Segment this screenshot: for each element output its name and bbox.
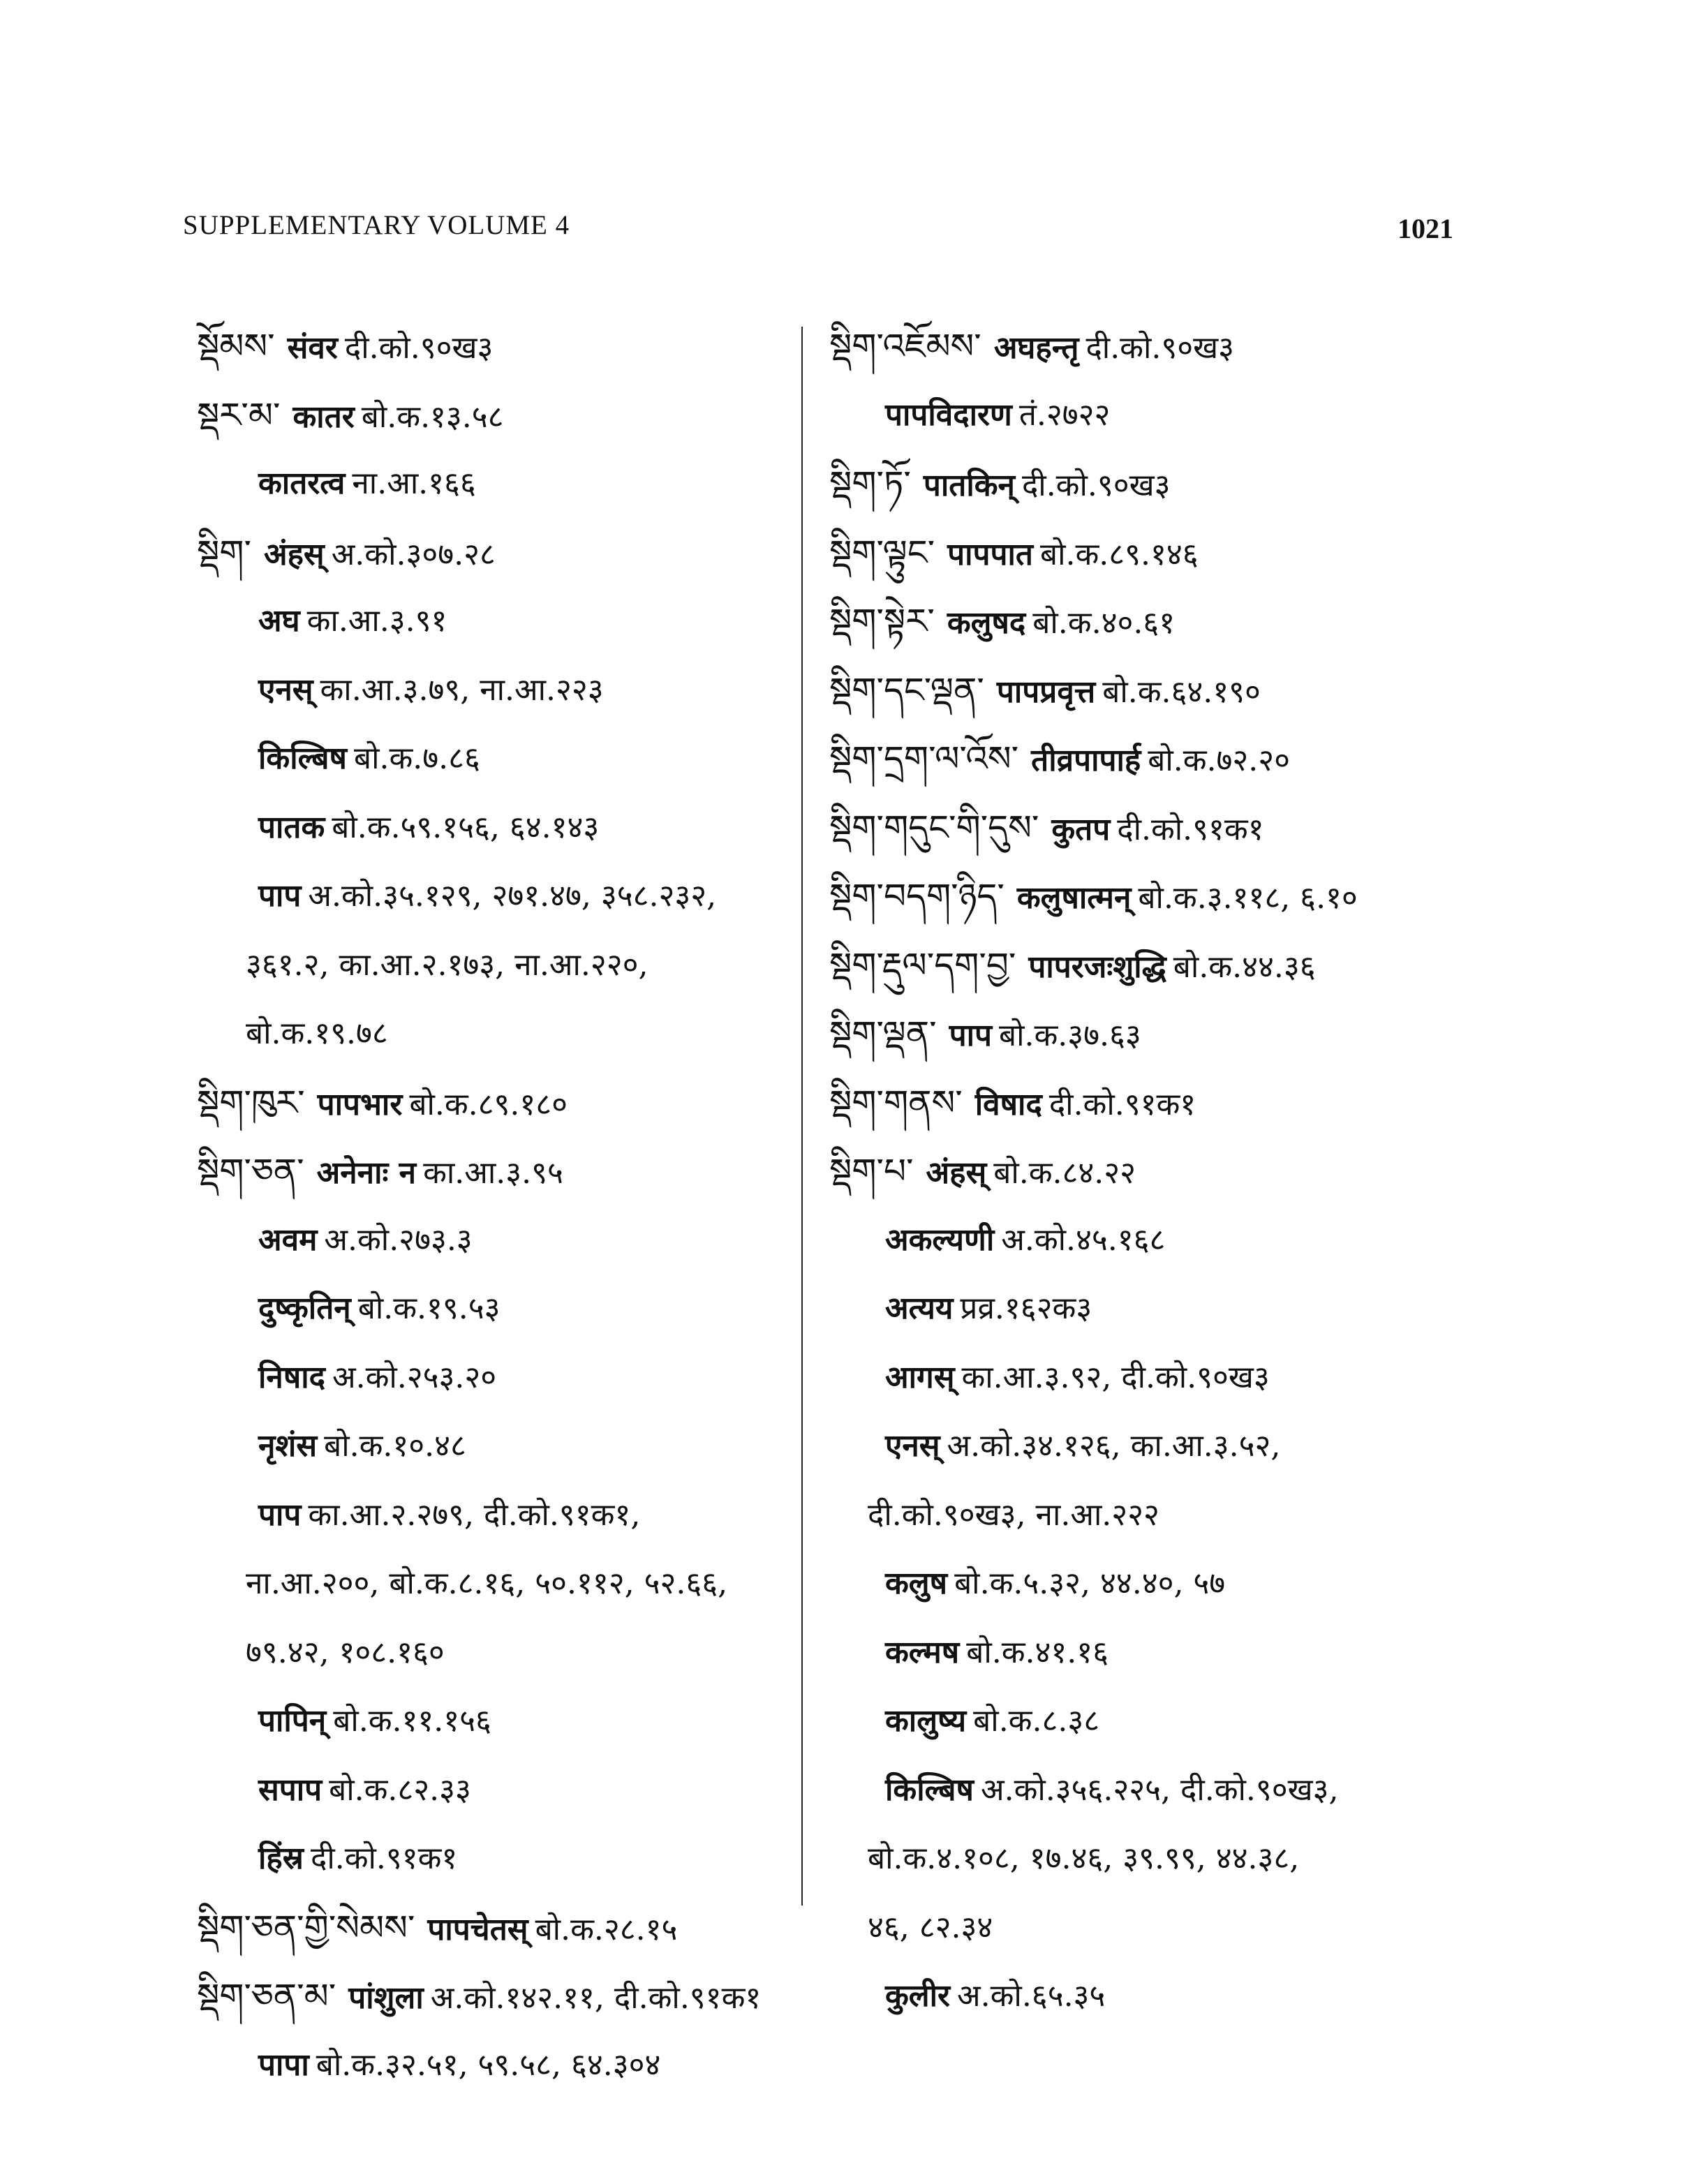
entry-equivalent-line	[183, 1756, 804, 1825]
sanskrit-term: संवर	[287, 330, 338, 366]
tibetan-headword: སྡིག་ཅན་གྱི་སེམས་	[197, 1907, 415, 1948]
sanskrit-term: पातकिन्	[923, 468, 1015, 503]
sanskrit-term: एनस्	[258, 671, 313, 708]
source-reference: दी.को.९०ख३	[1021, 468, 1171, 503]
source-reference: बो.क.५९.१५६, ६४.१४३	[332, 809, 600, 845]
entry-headword-line	[829, 862, 1458, 931]
tibetan-headword: སྡིག་དྲག་ལ་འོས་	[829, 738, 1019, 779]
entry-continuation-line	[183, 1619, 804, 1688]
source-reference: बो.क.८९.१८०	[409, 1086, 568, 1122]
entry-continuation-line	[829, 1825, 1458, 1894]
entry-equivalent-line	[829, 1206, 1458, 1275]
entry-equivalent-line	[183, 450, 804, 519]
tibetan-headword: སྡིག་ལྡན་	[829, 1013, 937, 1054]
source-reference: बो.क.३२.५१, ५९.५८, ६४.३०४	[316, 2046, 661, 2083]
source-reference: अ.को.२७३.३	[324, 1221, 473, 1258]
source-reference: बो.क.५.३२, ४४.४०, ५७	[954, 1566, 1226, 1601]
sanskrit-term: एनस्	[885, 1428, 940, 1464]
tibetan-headword: སྡིག་གནས་	[829, 1082, 963, 1123]
sanskrit-term: कलुषद	[947, 605, 1026, 641]
entry-equivalent-line	[183, 1206, 804, 1275]
source-reference: बो.क.३.११८, ६.१०	[1138, 880, 1358, 916]
sanskrit-term: हिंस्र	[258, 1841, 304, 1876]
sanskrit-term: सपाप	[258, 1771, 323, 1808]
entry-equivalent-line	[183, 1825, 804, 1894]
source-reference: बो.क.८२.३३	[329, 1771, 471, 1808]
page-header	[183, 209, 1453, 251]
tibetan-headword: སྡིག་སྟེར་	[829, 601, 935, 641]
source-reference: दी.को.९०ख३, ना.आ.२२२	[868, 1496, 1159, 1533]
entry-headword-line	[183, 1894, 804, 1963]
source-reference: का.आ.३.९२, दी.को.९०ख३	[961, 1359, 1270, 1395]
source-reference: बो.क.३७.६३	[999, 1018, 1141, 1053]
sanskrit-term: पापभार	[317, 1086, 403, 1122]
source-reference: अ.को.६५.३५	[957, 1978, 1106, 2014]
sanskrit-term: कलुष	[885, 1566, 948, 1601]
entry-headword-line	[183, 1069, 804, 1138]
entry-headword-line	[829, 931, 1458, 1000]
sanskrit-term: अवम	[258, 1221, 318, 1258]
sanskrit-term: कल्मष	[885, 1634, 960, 1670]
entry-equivalent-line	[183, 1412, 804, 1481]
source-reference: बो.क.१९.७८	[246, 1016, 388, 1051]
sanskrit-term: निषाद	[258, 1359, 326, 1395]
column-divider	[801, 327, 803, 1906]
entry-equivalent-line	[829, 1344, 1458, 1413]
sanskrit-term: पापविदारण	[885, 396, 1012, 433]
source-reference: बो.क.७.८६	[353, 741, 480, 776]
tibetan-headword: སྡིག་འཇོམས་	[829, 326, 981, 366]
sanskrit-term: अकल्यणी	[885, 1221, 995, 1258]
sanskrit-term: पापप्रवृत्त	[996, 674, 1096, 710]
source-reference: का.आ.२.२७९, दी.को.९१क१,	[308, 1496, 641, 1533]
source-reference: बो.क.८४.२२	[993, 1155, 1136, 1191]
source-reference: बो.क.७२.२०	[1148, 743, 1291, 778]
source-reference: अ.को.३५६.२२५, दी.को.९०ख३,	[980, 1771, 1339, 1808]
source-reference: बो.क.११.१५६	[333, 1703, 491, 1739]
sanskrit-term: किल्बिष	[258, 741, 347, 776]
entry-headword-line	[829, 794, 1458, 863]
source-reference: बो.क.४०.६१	[1032, 605, 1176, 641]
entry-headword-line	[183, 1137, 804, 1206]
tibetan-headword: སྡིག་རྡུལ་དག་བྱ་	[829, 944, 1016, 986]
tibetan-headword: སྡོམས་	[197, 326, 275, 366]
source-reference: अ.को.३५.१२९, २७१.४७, ३५८.२३२,	[308, 878, 717, 914]
source-reference: बो.क.१९.५३	[357, 1291, 501, 1326]
sanskrit-term: कातरत्व	[258, 466, 346, 501]
entry-equivalent-line	[183, 656, 804, 725]
entry-headword-line	[183, 519, 804, 588]
sanskrit-term: आगस्	[885, 1359, 955, 1395]
source-reference: दी.को.९१क१	[1048, 1086, 1196, 1122]
sanskrit-term: कातर	[292, 399, 355, 435]
sanskrit-term: पाप	[258, 1496, 302, 1533]
source-reference: ३६१.२, का.आ.२.१७३, ना.आ.२२०,	[246, 946, 648, 983]
tibetan-headword: སྡིག་	[197, 532, 251, 573]
entry-equivalent-line	[183, 725, 804, 794]
entry-headword-line	[183, 1962, 804, 2031]
source-reference: दी.को.९०ख३	[344, 330, 494, 366]
entry-equivalent-line	[183, 1481, 804, 1550]
sanskrit-term: कलुषात्मन्	[1016, 880, 1132, 916]
sanskrit-term: पाप	[949, 1018, 992, 1053]
sanskrit-term: पापपात	[947, 536, 1033, 572]
entry-equivalent-line	[183, 1687, 804, 1756]
source-reference: बो.क.४१.१६	[966, 1634, 1109, 1670]
source-reference: दी.को.९१क१	[1117, 811, 1264, 847]
entry-headword-line	[183, 381, 804, 450]
sanskrit-term: पापचेतस्	[427, 1911, 528, 1947]
tibetan-headword: སྡིག་གདུང་གི་དུས་	[829, 807, 1039, 848]
sanskrit-term: अंहस्	[926, 1155, 987, 1191]
entry-continuation-line	[829, 1894, 1458, 1963]
sanskrit-term: पापा	[258, 2046, 309, 2083]
source-reference: प्रव्र.१६२क३	[960, 1291, 1092, 1326]
page-number: 1021	[1398, 213, 1453, 244]
sanskrit-term: किल्बिष	[885, 1771, 974, 1808]
sanskrit-term: पापरजःशुद्धि	[1028, 949, 1166, 985]
source-reference: ना.आ.१६६	[352, 466, 476, 501]
sanskrit-term: अंहस्	[263, 536, 325, 572]
entry-equivalent-line	[183, 862, 804, 931]
entry-equivalent-line	[183, 1344, 804, 1413]
entry-headword-line	[829, 1137, 1458, 1206]
sanskrit-term: विषाद	[974, 1086, 1042, 1122]
entry-equivalent-line	[829, 1756, 1458, 1825]
entry-equivalent-line	[829, 1962, 1458, 2031]
sanskrit-term: नृशंस	[258, 1428, 318, 1464]
sanskrit-term: अघ	[258, 603, 300, 639]
entry-equivalent-line	[829, 1275, 1458, 1344]
entry-headword-line	[829, 656, 1458, 725]
source-reference: बो.क.२८.१५	[535, 1911, 678, 1947]
tibetan-headword: སྡིག་ཅན་	[197, 1151, 304, 1191]
tibetan-headword: སྡིག་ཁུར་	[197, 1082, 305, 1123]
sanskrit-term: कुलीर	[885, 1978, 951, 2014]
left-column	[183, 312, 804, 2100]
source-reference: अ.को.४५.१६८	[1001, 1221, 1166, 1258]
running-title: SUPPLEMENTARY VOLUME 4	[183, 210, 570, 240]
sanskrit-term: अघहन्तृ	[993, 330, 1079, 366]
sanskrit-term: कालुष्य	[885, 1703, 967, 1739]
tibetan-headword: སྡར་མ་	[197, 394, 281, 436]
source-reference: का.आ.३.९१	[306, 603, 447, 639]
entry-headword-line	[829, 1000, 1458, 1069]
entry-equivalent-line	[183, 794, 804, 863]
entry-continuation-line	[183, 1000, 804, 1069]
source-reference: अ.को.३४.१२६, का.आ.३.५२,	[947, 1428, 1281, 1464]
entry-equivalent-line	[183, 2031, 804, 2100]
source-reference: ७९.४२, १०८.१६०	[246, 1634, 445, 1670]
source-reference: दी.को.९०ख३	[1085, 330, 1234, 366]
sanskrit-term: पाप	[258, 878, 302, 914]
sanskrit-term: तीव्रपापार्ह	[1031, 743, 1141, 778]
entry-equivalent-line	[829, 1687, 1458, 1756]
entry-headword-line	[829, 1069, 1458, 1138]
entry-headword-line	[829, 725, 1458, 794]
sanskrit-term: अत्यय	[885, 1291, 954, 1326]
source-reference: का.आ.३.७९, ना.आ.२२३	[320, 671, 604, 708]
sanskrit-term: कुतप	[1051, 811, 1111, 847]
source-reference: अ.को.३०७.२८	[331, 536, 496, 572]
entry-equivalent-line	[183, 587, 804, 656]
tibetan-headword: སྡིག་ལྟུང་	[829, 532, 935, 573]
entry-equivalent-line	[183, 1275, 804, 1344]
source-reference: ना.आ.२००, बो.क.८.१६, ५०.११२, ५२.६६,	[246, 1566, 728, 1601]
source-reference: बो.क.६४.१९०	[1102, 674, 1261, 710]
source-reference: तं.२७२२	[1018, 396, 1111, 433]
sanskrit-term: पांशुला	[348, 1980, 424, 2016]
source-reference: बो.क.४.१०८, १७.४६, ३९.९९, ४४.३८,	[868, 1841, 1300, 1876]
entry-equivalent-line	[829, 381, 1458, 450]
tibetan-headword: སྡིག་པ་	[829, 1151, 914, 1191]
right-column	[829, 312, 1458, 2031]
sanskrit-term: पापिन्	[258, 1703, 327, 1739]
entry-continuation-line	[183, 1550, 804, 1619]
entry-equivalent-line	[829, 1412, 1458, 1481]
tibetan-headword: སྡིག་བདག་ཉིད་	[829, 876, 1005, 916]
source-reference: अ.को.२५३.२०	[332, 1359, 497, 1395]
source-reference: बो.क.१३.५८	[361, 399, 504, 435]
entry-continuation-line	[829, 1481, 1458, 1550]
source-reference: बो.क.८९.१४६	[1039, 536, 1199, 572]
tibetan-headword: སྡིག་ཅན་མ་	[197, 1976, 336, 2016]
source-reference: बो.क.८.३८	[973, 1703, 1100, 1739]
tibetan-headword: སྡིག་ཏོ་	[829, 463, 911, 504]
source-reference: का.आ.३.९५	[423, 1155, 563, 1191]
source-reference: दी.को.९१क१	[310, 1841, 458, 1876]
entry-continuation-line	[183, 931, 804, 1000]
entry-headword-line	[829, 450, 1458, 519]
sanskrit-term: दुष्कृतिन्	[258, 1291, 351, 1326]
source-reference: अ.को.१४२.११, दी.को.९१क१	[430, 1980, 762, 2016]
sanskrit-term: पातक	[258, 809, 325, 845]
entry-headword-line	[829, 312, 1458, 381]
source-reference: बो.क.१०.४८	[324, 1428, 466, 1464]
entry-equivalent-line	[829, 1619, 1458, 1688]
source-reference: बो.क.४४.३६	[1173, 949, 1316, 985]
entry-headword-line	[829, 519, 1458, 588]
entry-equivalent-line	[829, 1550, 1458, 1619]
tibetan-headword: སྡིག་དང་ལྡན་	[829, 669, 984, 711]
entry-headword-line	[183, 312, 804, 381]
source-reference: ४६, ८२.३४	[868, 1909, 993, 1945]
sanskrit-term: अनेनाः न	[316, 1155, 417, 1191]
entry-headword-line	[829, 587, 1458, 656]
